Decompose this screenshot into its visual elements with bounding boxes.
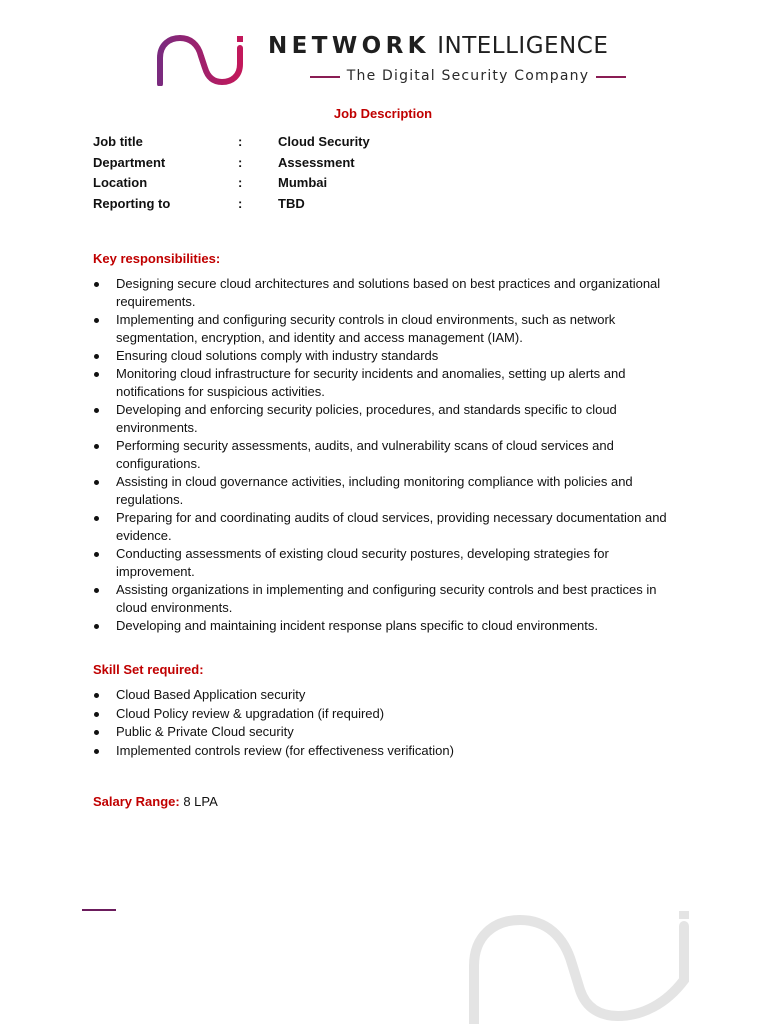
meta-value: TBD (278, 195, 305, 211)
list-item: Assisting organizations in implementing and configuring security controls and best practices in cloud environments. (93, 581, 683, 617)
responsibilities-list (93, 275, 683, 635)
salary-label: Salary Range: (93, 794, 180, 810)
meta-separator: : (238, 175, 243, 190)
document-title: Job Description (333, 106, 433, 121)
meta-row-job-title (93, 132, 683, 153)
logo-watermark-icon (466, 908, 706, 1024)
list-item: Preparing for and coordinating audits of cloud services, providing necessary documentation and evidence. (93, 509, 683, 545)
brand-word-network: NETWORK (268, 33, 430, 59)
brand-tagline (310, 66, 626, 86)
meta-separator: : (238, 195, 243, 211)
brand-word-intelligence: INTELLIGENCE (437, 33, 609, 59)
meta-separator: : (238, 154, 243, 170)
list-item: Developing and enforcing security policies, procedures, and standards specific to cloud environments. (93, 401, 683, 437)
skills-list (93, 686, 683, 760)
list-item: Assisting in cloud governance activities, including monitoring compliance with policies and regulations. (93, 473, 683, 509)
network-intelligence-logo-mark-icon (156, 34, 256, 86)
tagline-text: The Digital Security Company (346, 68, 590, 84)
list-item: Cloud Policy review & upgradation (if required) (93, 705, 683, 723)
list-item: Ensuring cloud solutions comply with industry standards (93, 347, 683, 365)
meta-separator: : (238, 134, 243, 149)
meta-row-department (93, 153, 683, 174)
meta-row-location (93, 173, 683, 194)
tagline-rule-left (310, 76, 340, 78)
list-item: Cloud Based Application security (93, 686, 683, 704)
salary-range (93, 792, 683, 812)
list-item: Implemented controls review (for effectiveness verification) (93, 742, 683, 760)
skills-heading: Skill Set required: (93, 661, 204, 677)
meta-value: Mumbai (278, 175, 328, 190)
meta-label: Reporting to (93, 195, 171, 211)
job-description-document (93, 104, 683, 812)
list-item: Performing security assessments, audits, and vulnerability scans of cloud services and configurations. (93, 437, 683, 473)
list-item: Designing secure cloud architectures and solutions based on best practices and organizational requirements. (93, 275, 683, 311)
meta-label: Location (93, 175, 148, 190)
footer-accent-rule (82, 909, 116, 911)
meta-label: Department (93, 154, 166, 170)
job-meta-table (93, 132, 683, 214)
company-logo (156, 30, 676, 90)
meta-label: Job title (93, 134, 143, 149)
meta-value: Assessment (278, 154, 355, 170)
list-item: Public & Private Cloud security (93, 723, 683, 741)
list-item: Monitoring cloud infrastructure for security incidents and anomalies, setting up alerts and notifications for suspicious activities. (93, 365, 683, 401)
list-item: Conducting assessments of existing cloud security postures, developing strategies for improvement. (93, 545, 683, 581)
salary-value: 8 LPA (183, 794, 218, 810)
list-item: Implementing and configuring security controls in cloud environments, such as network segmentation, encryption, and identity and access management (IAM). (93, 311, 683, 347)
meta-value: Cloud Security (278, 134, 370, 149)
list-item: Developing and maintaining incident response plans specific to cloud environments. (93, 617, 683, 635)
responsibilities-heading: Key responsibilities: (93, 251, 221, 266)
meta-row-reporting-to (93, 194, 683, 215)
brand-wordmark (268, 32, 608, 60)
tagline-rule-right (596, 76, 626, 78)
